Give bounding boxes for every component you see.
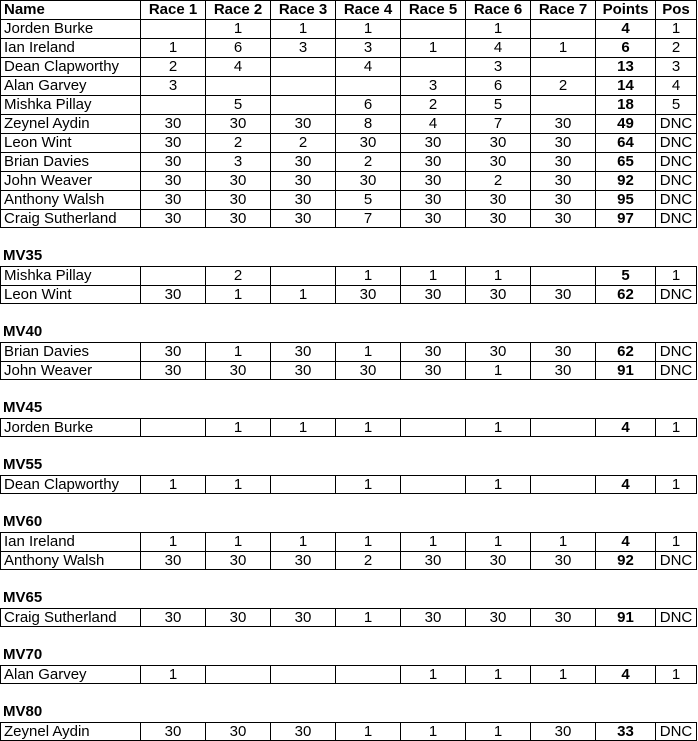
result-cell: 1 xyxy=(335,475,400,494)
category-title: MV45 xyxy=(3,399,43,416)
result-cell: 30 xyxy=(205,722,270,741)
competitor-name-cell: Jorden Burke xyxy=(0,418,140,437)
result-cell: 30 xyxy=(140,114,205,133)
result-cell: 1 xyxy=(530,532,595,551)
category-title: MV40 xyxy=(3,323,43,340)
competitor-name-cell: Dean Clapworthy xyxy=(0,475,140,494)
competitor-name-cell: Mishka Pillay xyxy=(0,95,140,114)
result-cell: 1 xyxy=(655,418,697,437)
result-cell: DNC xyxy=(655,608,697,627)
result-cell: 1 xyxy=(335,608,400,627)
result-cell: 13 xyxy=(595,57,655,76)
result-cell: 30 xyxy=(205,171,270,190)
result-cell: 3 xyxy=(465,57,530,76)
result-cell: 2 xyxy=(335,551,400,570)
result-cell: 92 xyxy=(595,171,655,190)
result-cell: 30 xyxy=(465,152,530,171)
competitor-name-cell: Jorden Burke xyxy=(0,19,140,38)
result-cell: 30 xyxy=(530,285,595,304)
result-cell xyxy=(140,418,205,437)
result-cell: DNC xyxy=(655,133,697,152)
result-cell: 49 xyxy=(595,114,655,133)
result-cell: DNC xyxy=(655,114,697,133)
result-cell: 1 xyxy=(465,722,530,741)
column-header: Race 3 xyxy=(270,0,335,19)
category-title: MV70 xyxy=(3,646,43,663)
result-cell: 97 xyxy=(595,209,655,228)
result-cell: 2 xyxy=(335,152,400,171)
result-cell xyxy=(205,665,270,684)
result-cell: 7 xyxy=(335,209,400,228)
result-cell: DNC xyxy=(655,285,697,304)
result-cell: 30 xyxy=(400,608,465,627)
result-cell: 2 xyxy=(270,133,335,152)
result-cell: DNC xyxy=(655,361,697,380)
column-header: Race 1 xyxy=(140,0,205,19)
competitor-name-cell: Craig Sutherland xyxy=(0,608,140,627)
result-cell: 3 xyxy=(655,57,697,76)
result-cell: 6 xyxy=(205,38,270,57)
result-cell: 1 xyxy=(655,475,697,494)
result-cell: 3 xyxy=(140,76,205,95)
result-cell: 30 xyxy=(530,171,595,190)
result-cell: 30 xyxy=(205,361,270,380)
result-cell: 5 xyxy=(655,95,697,114)
result-cell: 1 xyxy=(140,532,205,551)
result-cell: 30 xyxy=(270,114,335,133)
result-cell: 1 xyxy=(140,38,205,57)
result-cell: 6 xyxy=(465,76,530,95)
competitor-name-cell: Ian Ireland xyxy=(0,532,140,551)
competitor-name-cell: Brian Davies xyxy=(0,342,140,361)
result-cell: 1 xyxy=(335,19,400,38)
result-cell: 30 xyxy=(270,190,335,209)
competitor-name-cell: Brian Davies xyxy=(0,152,140,171)
result-cell: 1 xyxy=(205,532,270,551)
result-cell: 30 xyxy=(140,190,205,209)
result-cell: 1 xyxy=(465,19,530,38)
result-cell: 18 xyxy=(595,95,655,114)
category-title: MV80 xyxy=(3,703,43,720)
result-cell xyxy=(270,76,335,95)
result-cell: 5 xyxy=(595,266,655,285)
result-cell: 30 xyxy=(270,551,335,570)
result-cell xyxy=(335,76,400,95)
competitor-name-cell: Ian Ireland xyxy=(0,38,140,57)
result-cell: 33 xyxy=(595,722,655,741)
result-cell: 4 xyxy=(595,665,655,684)
competitor-name-cell: Zeynel Aydin xyxy=(0,114,140,133)
result-cell: 30 xyxy=(400,209,465,228)
result-cell: DNC xyxy=(655,722,697,741)
result-cell: 1 xyxy=(205,19,270,38)
category-title: MV35 xyxy=(3,247,43,264)
result-cell: 30 xyxy=(530,114,595,133)
competitor-name-cell: Dean Clapworthy xyxy=(0,57,140,76)
result-cell: 65 xyxy=(595,152,655,171)
competitor-name-cell: Anthony Walsh xyxy=(0,551,140,570)
result-cell: 30 xyxy=(335,171,400,190)
result-cell: 4 xyxy=(205,57,270,76)
result-cell xyxy=(530,475,595,494)
result-cell: 2 xyxy=(655,38,697,57)
competitor-name-cell: Leon Wint xyxy=(0,285,140,304)
category-title: MV65 xyxy=(3,589,43,606)
result-cell xyxy=(140,19,205,38)
result-cell: 1 xyxy=(465,361,530,380)
result-cell: 30 xyxy=(140,171,205,190)
result-cell: 30 xyxy=(140,722,205,741)
result-cell: 30 xyxy=(465,209,530,228)
result-cell: 30 xyxy=(530,361,595,380)
result-cell: 30 xyxy=(530,551,595,570)
result-cell: 1 xyxy=(335,266,400,285)
column-header: Race 2 xyxy=(205,0,270,19)
result-cell: 2 xyxy=(140,57,205,76)
result-cell: 1 xyxy=(140,475,205,494)
column-header: Pos xyxy=(655,0,697,19)
result-cell: 5 xyxy=(465,95,530,114)
result-cell: 1 xyxy=(205,418,270,437)
result-cell xyxy=(335,665,400,684)
category-title: MV55 xyxy=(3,456,43,473)
result-cell: 4 xyxy=(595,19,655,38)
result-cell: DNC xyxy=(655,190,697,209)
result-cell: 30 xyxy=(530,608,595,627)
column-header: Name xyxy=(0,0,140,19)
result-cell: 1 xyxy=(655,266,697,285)
competitor-name-cell: Mishka Pillay xyxy=(0,266,140,285)
result-cell xyxy=(270,57,335,76)
result-cell: 2 xyxy=(400,95,465,114)
result-cell xyxy=(530,95,595,114)
result-cell: 30 xyxy=(270,171,335,190)
result-cell: 1 xyxy=(335,342,400,361)
result-cell: 91 xyxy=(595,608,655,627)
result-cell: DNC xyxy=(655,152,697,171)
result-cell: 30 xyxy=(530,152,595,171)
result-cell: 1 xyxy=(465,266,530,285)
result-cell: 1 xyxy=(205,475,270,494)
result-cell: 2 xyxy=(205,266,270,285)
result-cell: 5 xyxy=(335,190,400,209)
result-cell: 1 xyxy=(655,665,697,684)
result-cell: 7 xyxy=(465,114,530,133)
result-cell: 30 xyxy=(530,342,595,361)
result-cell: 1 xyxy=(270,532,335,551)
result-cell xyxy=(205,76,270,95)
result-cell: 30 xyxy=(335,361,400,380)
result-cell: 30 xyxy=(140,361,205,380)
result-cell: DNC xyxy=(655,209,697,228)
result-cell: 30 xyxy=(205,608,270,627)
result-cell: 30 xyxy=(205,551,270,570)
result-cell: 30 xyxy=(140,342,205,361)
result-cell: 1 xyxy=(270,418,335,437)
result-cell: 4 xyxy=(595,475,655,494)
result-cell: 30 xyxy=(465,133,530,152)
competitor-name-cell: Alan Garvey xyxy=(0,76,140,95)
result-cell: 62 xyxy=(595,342,655,361)
result-cell: 1 xyxy=(465,665,530,684)
result-cell: 3 xyxy=(335,38,400,57)
competitor-name-cell: John Weaver xyxy=(0,361,140,380)
result-cell xyxy=(400,57,465,76)
result-cell: 1 xyxy=(465,475,530,494)
result-cell: 1 xyxy=(465,418,530,437)
result-cell: 30 xyxy=(400,342,465,361)
result-cell: DNC xyxy=(655,171,697,190)
result-cell: 30 xyxy=(530,190,595,209)
result-cell: 30 xyxy=(205,209,270,228)
result-cell: 92 xyxy=(595,551,655,570)
result-cell: 30 xyxy=(205,190,270,209)
result-cell: 6 xyxy=(595,38,655,57)
result-cell: 8 xyxy=(335,114,400,133)
result-cell: 30 xyxy=(140,285,205,304)
result-cell: 30 xyxy=(530,722,595,741)
result-cell: 5 xyxy=(205,95,270,114)
column-header: Race 5 xyxy=(400,0,465,19)
result-cell: 64 xyxy=(595,133,655,152)
result-cell: 1 xyxy=(655,19,697,38)
result-cell: 4 xyxy=(465,38,530,57)
result-cell xyxy=(530,57,595,76)
result-cell: 1 xyxy=(530,38,595,57)
result-cell: 30 xyxy=(400,285,465,304)
result-cell xyxy=(270,266,335,285)
result-cell: 30 xyxy=(335,285,400,304)
result-cell: 30 xyxy=(270,209,335,228)
result-cell xyxy=(400,475,465,494)
column-header: Race 7 xyxy=(530,0,595,19)
result-cell: 30 xyxy=(400,133,465,152)
result-cell xyxy=(140,266,205,285)
result-cell: 30 xyxy=(335,133,400,152)
result-cell: 1 xyxy=(400,38,465,57)
result-cell: 30 xyxy=(465,608,530,627)
result-cell xyxy=(530,266,595,285)
result-cell: 1 xyxy=(270,285,335,304)
result-cell: 1 xyxy=(400,532,465,551)
result-cell xyxy=(400,19,465,38)
result-cell: 1 xyxy=(400,665,465,684)
result-cell: 62 xyxy=(595,285,655,304)
result-cell: 30 xyxy=(465,285,530,304)
result-cell: 1 xyxy=(655,532,697,551)
result-cell xyxy=(270,665,335,684)
result-cell: 4 xyxy=(595,418,655,437)
result-cell: 30 xyxy=(465,342,530,361)
result-cell: 30 xyxy=(270,361,335,380)
result-cell: 2 xyxy=(465,171,530,190)
competitor-name-cell: Alan Garvey xyxy=(0,665,140,684)
result-cell: 14 xyxy=(595,76,655,95)
result-cell: 3 xyxy=(400,76,465,95)
result-cell: 30 xyxy=(270,342,335,361)
result-cell: 1 xyxy=(140,665,205,684)
result-cell: 1 xyxy=(205,342,270,361)
result-cell: 1 xyxy=(335,418,400,437)
result-cell: 1 xyxy=(335,722,400,741)
result-cell: 30 xyxy=(140,209,205,228)
result-cell: 3 xyxy=(270,38,335,57)
result-cell: 30 xyxy=(140,551,205,570)
result-cell: 1 xyxy=(530,665,595,684)
result-cell: 30 xyxy=(140,608,205,627)
result-cell: 2 xyxy=(530,76,595,95)
result-cell: 30 xyxy=(465,190,530,209)
result-cell: 4 xyxy=(400,114,465,133)
result-cell: 30 xyxy=(270,152,335,171)
competitor-name-cell: Anthony Walsh xyxy=(0,190,140,209)
result-cell: 1 xyxy=(465,532,530,551)
result-cell: 30 xyxy=(400,190,465,209)
competitor-name-cell: Craig Sutherland xyxy=(0,209,140,228)
result-cell: 30 xyxy=(400,551,465,570)
result-cell: 2 xyxy=(205,133,270,152)
result-cell: 30 xyxy=(400,152,465,171)
competitor-name-cell: Zeynel Aydin xyxy=(0,722,140,741)
result-cell xyxy=(270,95,335,114)
competitor-name-cell: John Weaver xyxy=(0,171,140,190)
result-cell: 30 xyxy=(400,171,465,190)
result-cell: 1 xyxy=(400,722,465,741)
result-cell xyxy=(530,19,595,38)
category-title: MV60 xyxy=(3,513,43,530)
result-cell: 30 xyxy=(400,361,465,380)
result-cell: 30 xyxy=(140,133,205,152)
result-cell xyxy=(530,418,595,437)
result-cell xyxy=(270,475,335,494)
column-header: Race 6 xyxy=(465,0,530,19)
result-cell: 30 xyxy=(465,551,530,570)
result-cell: 6 xyxy=(335,95,400,114)
result-cell: 1 xyxy=(335,532,400,551)
result-cell: 30 xyxy=(140,152,205,171)
result-cell: 91 xyxy=(595,361,655,380)
result-cell: 3 xyxy=(205,152,270,171)
result-cell: DNC xyxy=(655,551,697,570)
competitor-name-cell: Leon Wint xyxy=(0,133,140,152)
result-cell: 4 xyxy=(655,76,697,95)
result-cell: 95 xyxy=(595,190,655,209)
result-cell: 30 xyxy=(530,209,595,228)
result-cell: 1 xyxy=(400,266,465,285)
result-cell: 30 xyxy=(270,722,335,741)
column-header: Points xyxy=(595,0,655,19)
result-cell: 4 xyxy=(595,532,655,551)
result-cell: DNC xyxy=(655,342,697,361)
column-header: Race 4 xyxy=(335,0,400,19)
result-cell: 4 xyxy=(335,57,400,76)
result-cell: 30 xyxy=(270,608,335,627)
result-cell xyxy=(400,418,465,437)
result-cell: 30 xyxy=(530,133,595,152)
result-cell xyxy=(140,95,205,114)
result-cell: 30 xyxy=(205,114,270,133)
result-cell: 1 xyxy=(270,19,335,38)
result-cell: 1 xyxy=(205,285,270,304)
